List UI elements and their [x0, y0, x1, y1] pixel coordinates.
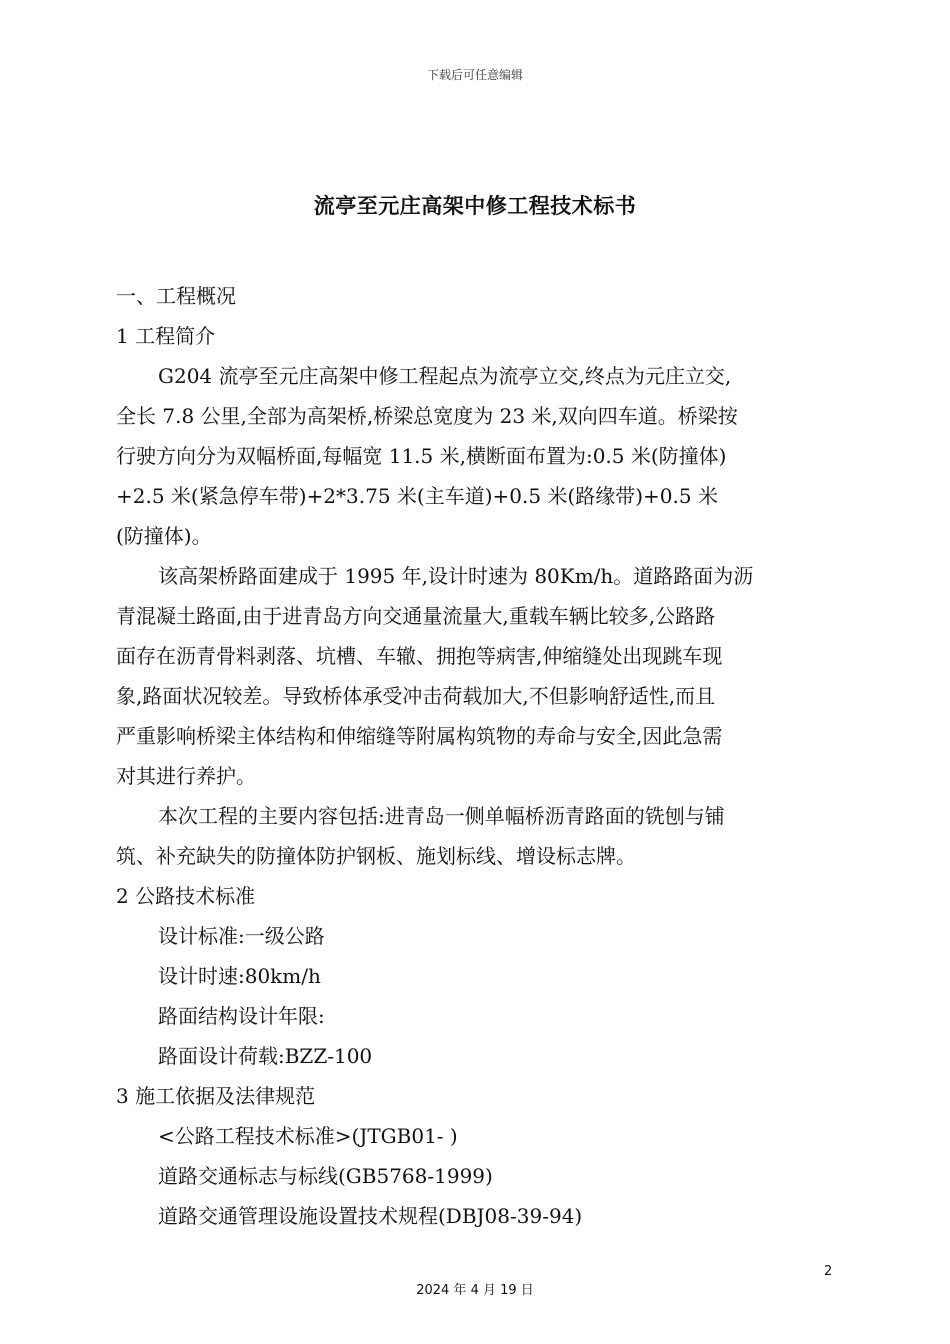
list-item: 路面结构设计年限: — [158, 1004, 325, 1028]
paragraph-line: 行驶方向分为双幅桥面,每幅宽 11.5 米,横断面布置为:0.5 米(防撞体) — [116, 444, 727, 468]
subsection-heading: 2 公路技术标准 — [116, 884, 256, 908]
section-heading: 一、工程概况 — [116, 284, 236, 308]
paragraph-line: (防撞体)。 — [116, 524, 212, 548]
paragraph-line: 该高架桥路面建成于 1995 年,设计时速为 80Km/h。道路路面为沥 — [158, 564, 754, 588]
list-item: 道路交通管理设施设置技术规程(DBJ08-39-94) — [158, 1204, 583, 1228]
list-item: 设计时速:80km/h — [158, 964, 321, 988]
document-title: 流亭至元庄高架中修工程技术标书 — [313, 193, 637, 218]
paragraph-line: 青混凝土路面,由于进青岛方向交通量流量大,重载车辆比较多,公路路 — [116, 604, 716, 628]
list-item: 设计标准:一级公路 — [158, 924, 325, 948]
list-item: <公路工程技术标准>(JTGB01- ) — [158, 1124, 458, 1148]
paragraph-line: 对其进行养护。 — [116, 764, 256, 788]
document-body — [116, 276, 836, 1236]
paragraph-line: 严重影响桥梁主体结构和伸缩缝等附属构筑物的寿命与安全,因此急需 — [116, 724, 723, 748]
list-item: 路面设计荷载:BZZ-100 — [158, 1044, 373, 1068]
paragraph-line: +2.5 米(紧急停车带)+2*3.75 米(主车道)+0.5 米(路缘带)+0.5 米 — [116, 484, 718, 508]
subsection-heading: 1 工程简介 — [116, 324, 216, 348]
paragraph-line: 象,路面状况较差。导致桥体承受冲击荷载加大,不但影响舒适性,而且 — [116, 684, 716, 708]
paragraph-line: G204 流亭至元庄高架中修工程起点为流亭立交,终点为元庄立交, — [158, 364, 732, 388]
header-note: 下载后可任意编辑 — [426, 68, 523, 82]
paragraph-line: 面存在沥青骨料剥落、坑槽、车辙、拥抱等病害,伸缩缝处出现跳车现 — [116, 644, 723, 668]
footer-date: 2024 年 4 月 19 日 — [416, 1283, 534, 1298]
subsection-heading: 3 施工依据及法律规范 — [116, 1084, 316, 1108]
paragraph-line: 全长 7.8 公里,全部为高架桥,桥梁总宽度为 23 米,双向四车道。桥梁按 — [116, 404, 738, 428]
paragraph-line: 筑、补充缺失的防撞体防护钢板、施划标线、增设标志牌。 — [116, 844, 636, 868]
paragraph-line: 本次工程的主要内容包括:进青岛一侧单幅桥沥青路面的铣刨与铺 — [158, 804, 725, 828]
page-number: 2 — [824, 1264, 833, 1279]
list-item: 道路交通标志与标线(GB5768-1999) — [158, 1164, 493, 1188]
